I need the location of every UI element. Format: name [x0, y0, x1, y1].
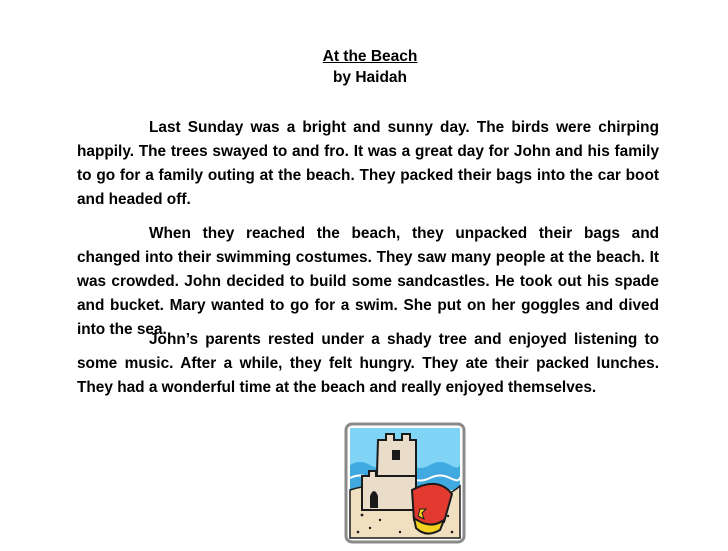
- sandcastle-clipart-icon: [340, 420, 470, 546]
- paragraph-2: When they reached the beach, they unpacked their bags and changed into their swimming costumes. They saw many people at the beach. It was crowded. John decided to build some sandcastles. He took out his spade and bucket. Mary wanted to go for a swim. She put on her goggles and dived into the sea.: [77, 225, 659, 338]
- author-byline: by Haidah: [332, 69, 408, 86]
- paragraph-3: John’s parents rested under a shady tree and enjoyed listening to some music. After a while, they felt hungry. They ate their packed lunches. They had a wonderful time at the beach and really enjoyed themselves.: [77, 331, 659, 396]
- page-title: At the Beach: [322, 48, 418, 65]
- paragraph-1: Last Sunday was a bright and sunny day. The birds were chirping happily. The trees swayed to and fro. It was a great day for John and his family to go for a family outing at the beach. They packed their bags into the car boot and headed off.: [77, 119, 659, 208]
